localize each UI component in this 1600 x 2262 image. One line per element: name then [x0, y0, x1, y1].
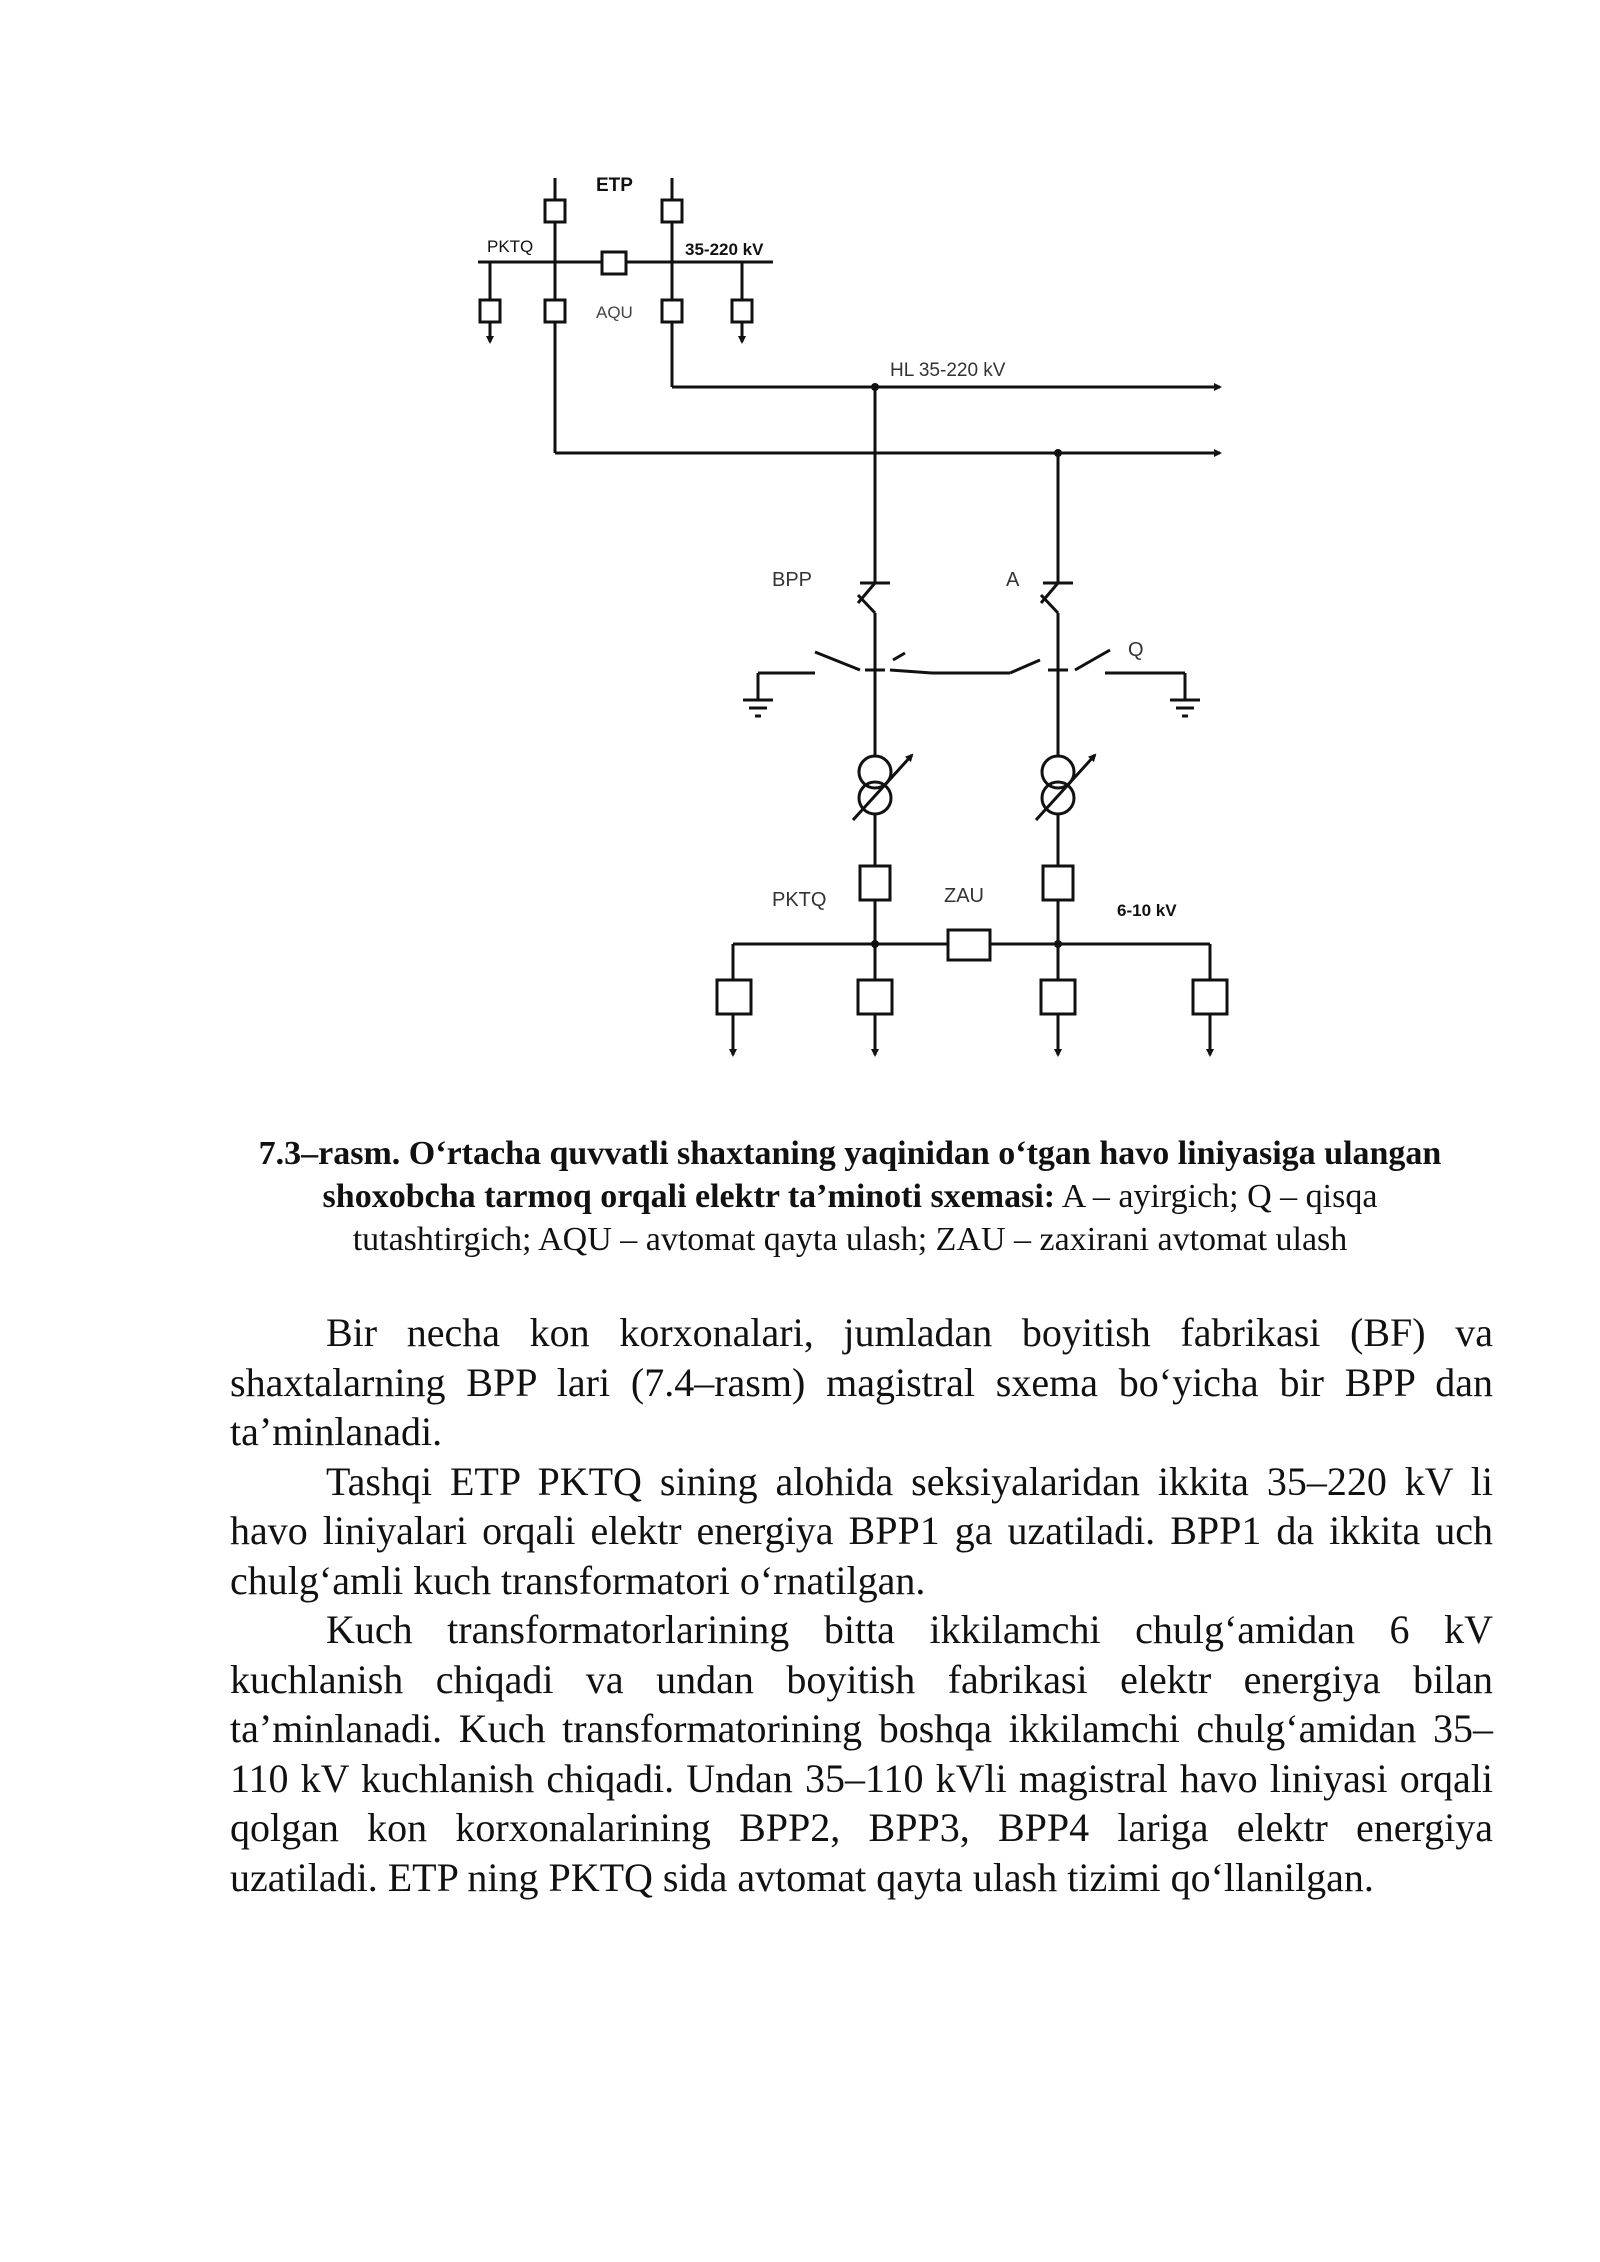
label-voltage-top: 35-220 kV — [685, 240, 764, 259]
label-hl: HL 35-220 kV — [890, 360, 1006, 381]
disconnector-left — [858, 583, 890, 698]
label-aqu: AQU — [596, 303, 633, 322]
short-circuiter-right — [1048, 650, 1200, 716]
label-etp: ETP — [596, 175, 633, 196]
transformer-left — [853, 698, 912, 944]
disconnector-right — [1041, 583, 1073, 698]
figure-caption — [230, 1132, 1470, 1261]
label-voltage-bottom: 6-10 kV — [1117, 901, 1177, 920]
body-text — [230, 1308, 1493, 1902]
label-q: Q — [1128, 639, 1144, 661]
label-zau: ZAU — [944, 885, 984, 907]
caption-title: 7.3–rasm. O‘rtacha quvvatli shaxtaning yaqinidan o‘tgan havo liniyasiga ulangan shoxobcha tarmoq orqali elektr ta’minoti sxemasi: — [258, 1135, 1442, 1215]
label-a: A — [1006, 569, 1020, 591]
caption-legend: A – ayirgich; Q – qisqa tutashtirgich; AQU – avtomat qayta ulash; ZAU – zaxirani avtomat ulash — [352, 1178, 1378, 1258]
label-pktq-top: PKTQ — [487, 237, 534, 256]
short-circuiter-left — [743, 652, 885, 716]
paragraph-3: Kuch transformatorlarining bitta ikkilamchi chulg‘amidan 6 kV kuchlanish chiqadi va undan boyitish fabrikasi elektr energiya bilan ta’minlanadi. Kuch transformatorining boshqa ikkilamchi chulg‘amidan 35–110 kV kuchlanish chiqadi. Undan 35–110 kVli magistral havo liniyasi orqali qolgan kon korxonalarining BPP2, BPP3, BPP4 lariga elektr energiya uzatiladi. ETP ning PKTQ sida avtomat qayta ulash tizimi qo‘llanilgan. — [230, 1607, 1493, 1900]
bridge-disconnector — [890, 653, 1068, 673]
transformer-right — [1036, 698, 1095, 944]
overhead-lines — [555, 322, 1220, 583]
paragraph-1: Bir necha kon korxonalari, jumladan boyitish fabrikasi (BF) va shaxtalarning BPP lari (7.4–rasm) magistral sxema bo‘yicha bir BPP dan ta’minlanadi. — [230, 1310, 1493, 1454]
paragraph-2: Tashqi ETP PKTQ sining alohida seksiyalaridan ikkita 35–220 kV li havo liniyalari orqali elektr energiya BPP1 ga uzatiladi. BPP1 da ikkita uch chulg‘amli kuch transformatori o‘rnatilgan. — [230, 1458, 1493, 1603]
label-bpp: BPP — [772, 569, 813, 591]
lower-bus — [717, 930, 1227, 1055]
power-supply-schematic — [0, 0, 1600, 1110]
label-pktq-bottom: PKTQ — [772, 889, 827, 911]
